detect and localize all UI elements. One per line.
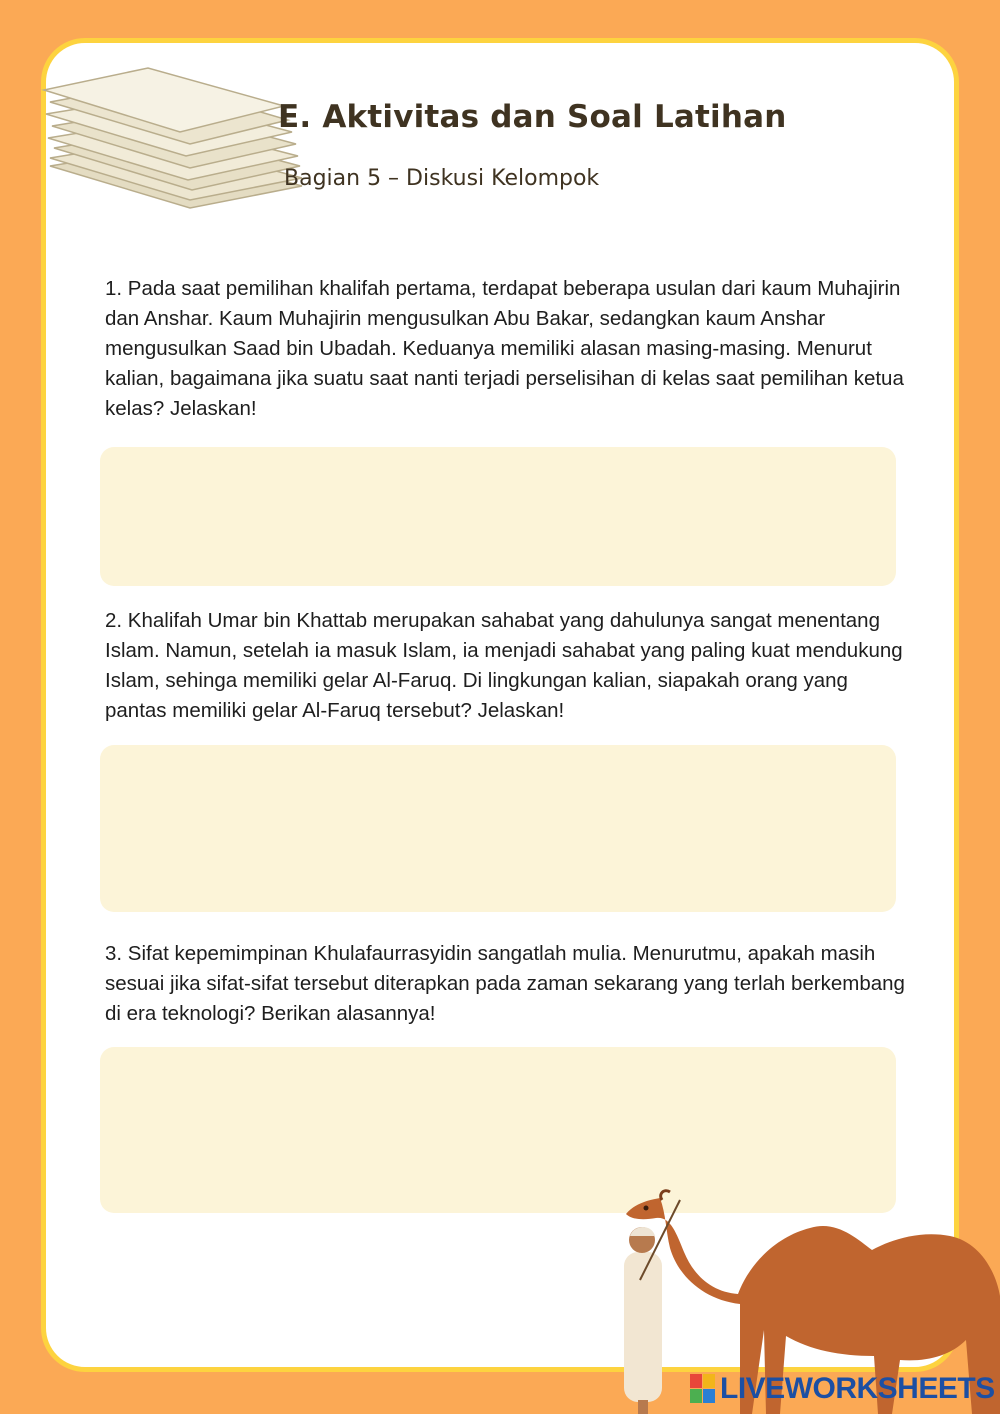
paper-stack-icon <box>40 58 310 228</box>
question-1-text: 1. Pada saat pemilihan khalifah pertama, terdapat beberapa usulan dari kaum Muhajirin dan Anshar. Kaum Muhajirin mengusulkan Abu Bakar, sedangkan kaum Anshar mengusulkan Saad bin Ubadah. Keduanya memiliki alasan masing-masing. Menurut kalian, bagaimana jika suatu saat nanti terjadi perselisihan di kelas saat pemilihan ketua kelas? Jelaskan! <box>105 277 904 420</box>
section-subtitle: Bagian 5 – Diskusi Kelompok <box>284 166 600 191</box>
liveworksheets-watermark <box>690 1372 995 1406</box>
answer-box-2[interactable] <box>100 745 896 912</box>
question-3-text: 3. Sifat kepemimpinan Khulafaurrasyidin sangatlah mulia. Menurutmu, apakah masih sesuai jika sifat-sifat tersebut diterapkan pada zaman sekarang yang terlah berkembang di era teknologi? Berikan alasannya! <box>105 942 905 1025</box>
page-title: E. Aktivitas dan Soal Latihan <box>278 99 787 135</box>
liveworksheets-brand-text: LIVEWORKSHEETS <box>720 1372 995 1405</box>
liveworksheets-logo-icon <box>690 1374 716 1404</box>
answer-box-1[interactable] <box>100 447 896 586</box>
question-2-text: 2. Khalifah Umar bin Khattab merupakan sahabat yang dahulunya sangat menentang Islam. Namun, setelah ia masuk Islam, ia menjadi sahabat yang paling kuat mendukung Islam, sehinga memiliki gelar Al-Faruq. Di lingkungan kalian, siapakah orang yang pantas memiliki gelar Al-Faruq tersebut? Jelaskan! <box>105 609 903 722</box>
